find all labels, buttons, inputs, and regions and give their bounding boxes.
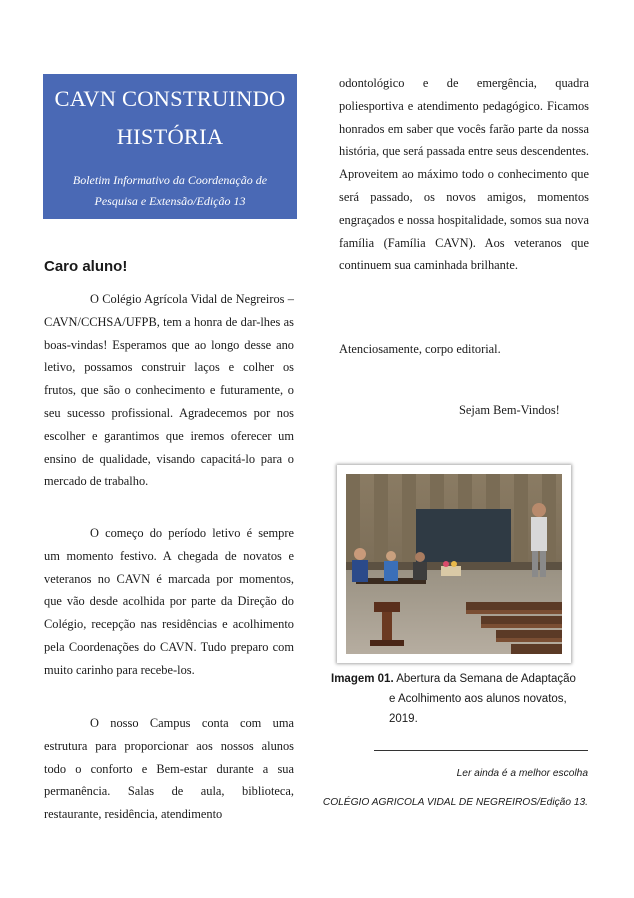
caption-line1: Abertura da Semana de Adaptação <box>396 673 576 685</box>
left-paragraph-3: O nosso Campus conta com uma estrutura para proporcionar aos nossos alunos todo o conforto e Bem-estar durante a sua permanência. Salas de aula, biblioteca, restaurante, residência, atendimento <box>44 716 294 822</box>
right-paragraph-1: odontológico e de emergência, quadra poliesportiva e atendimento pedagógico. Ficamos honrados em saber que vocês farão parte da nossa história, que será passada entre seus descendentes. Aproveitem ao máximo todo o conhecimento que será passado, os novos amigos, momentos engraçados e nossa hospitalidade, somos sua nova família (Família CAVN). Aos veteranos que continuem sua caminhada brilhante. <box>339 76 589 273</box>
footer-edition: COLÉGIO AGRICOLA VIDAL DE NEGREIROS/Edição 13. <box>322 797 588 808</box>
welcome-text: Sejam Bem-Vindos! <box>459 403 560 417</box>
banner-title-line2: HISTÓRIA <box>116 124 224 149</box>
greeting-heading: Caro aluno! <box>44 258 128 275</box>
banner-subtitle-line2: Pesquisa e Extensão/Edição 13 <box>94 194 246 208</box>
caption-line2: e Acolhimento aos alunos novatos, <box>389 693 567 705</box>
event-photo <box>346 474 562 654</box>
banner-title-line1: CAVN CONSTRUINDO <box>54 86 286 111</box>
caption-line3: 2019. <box>389 713 418 725</box>
left-paragraph-1: O Colégio Agrícola Vidal de Negreiros – CAVN/CCHSA/UFPB, tem a honra de dar-lhes as boas-vindas! Esperamos que ao longo desse ano letivo, possamos construir laços e colher os frutos, que são o conhecimento e futuramente, o seu sucesso profissional. Agradecemos por nos escolher e garantimos que iremos oferecer um ensino de qualidade, visando capacitá-lo para o mercado de trabalho. <box>44 292 294 489</box>
footer-divider <box>374 750 588 751</box>
left-paragraph-2: O começo do período letivo é sempre um momento festivo. A chegada de novatos e veteranos no CAVN é marcada por momentos, que vão desde acolhida por parte da Direção do Colégio, recepção nas residências e acolhimento pela Coordenações do CAVN. Tudo preparo com muito carinho para recebe-los. <box>44 526 294 677</box>
sign-off: Atenciosamente, corpo editorial. <box>339 342 501 356</box>
footer-tagline: Ler ainda é a melhor escolha <box>456 768 588 779</box>
photo-frame <box>337 465 571 663</box>
photo-caption <box>331 669 591 729</box>
banner-subtitle-line1: Boletim Informativo da Coordenação de <box>72 173 268 187</box>
event-photo-illustration <box>346 474 562 654</box>
caption-label: Imagem 01. <box>331 673 394 685</box>
banner-subtitle <box>43 170 297 212</box>
newsletter-banner <box>43 74 297 219</box>
